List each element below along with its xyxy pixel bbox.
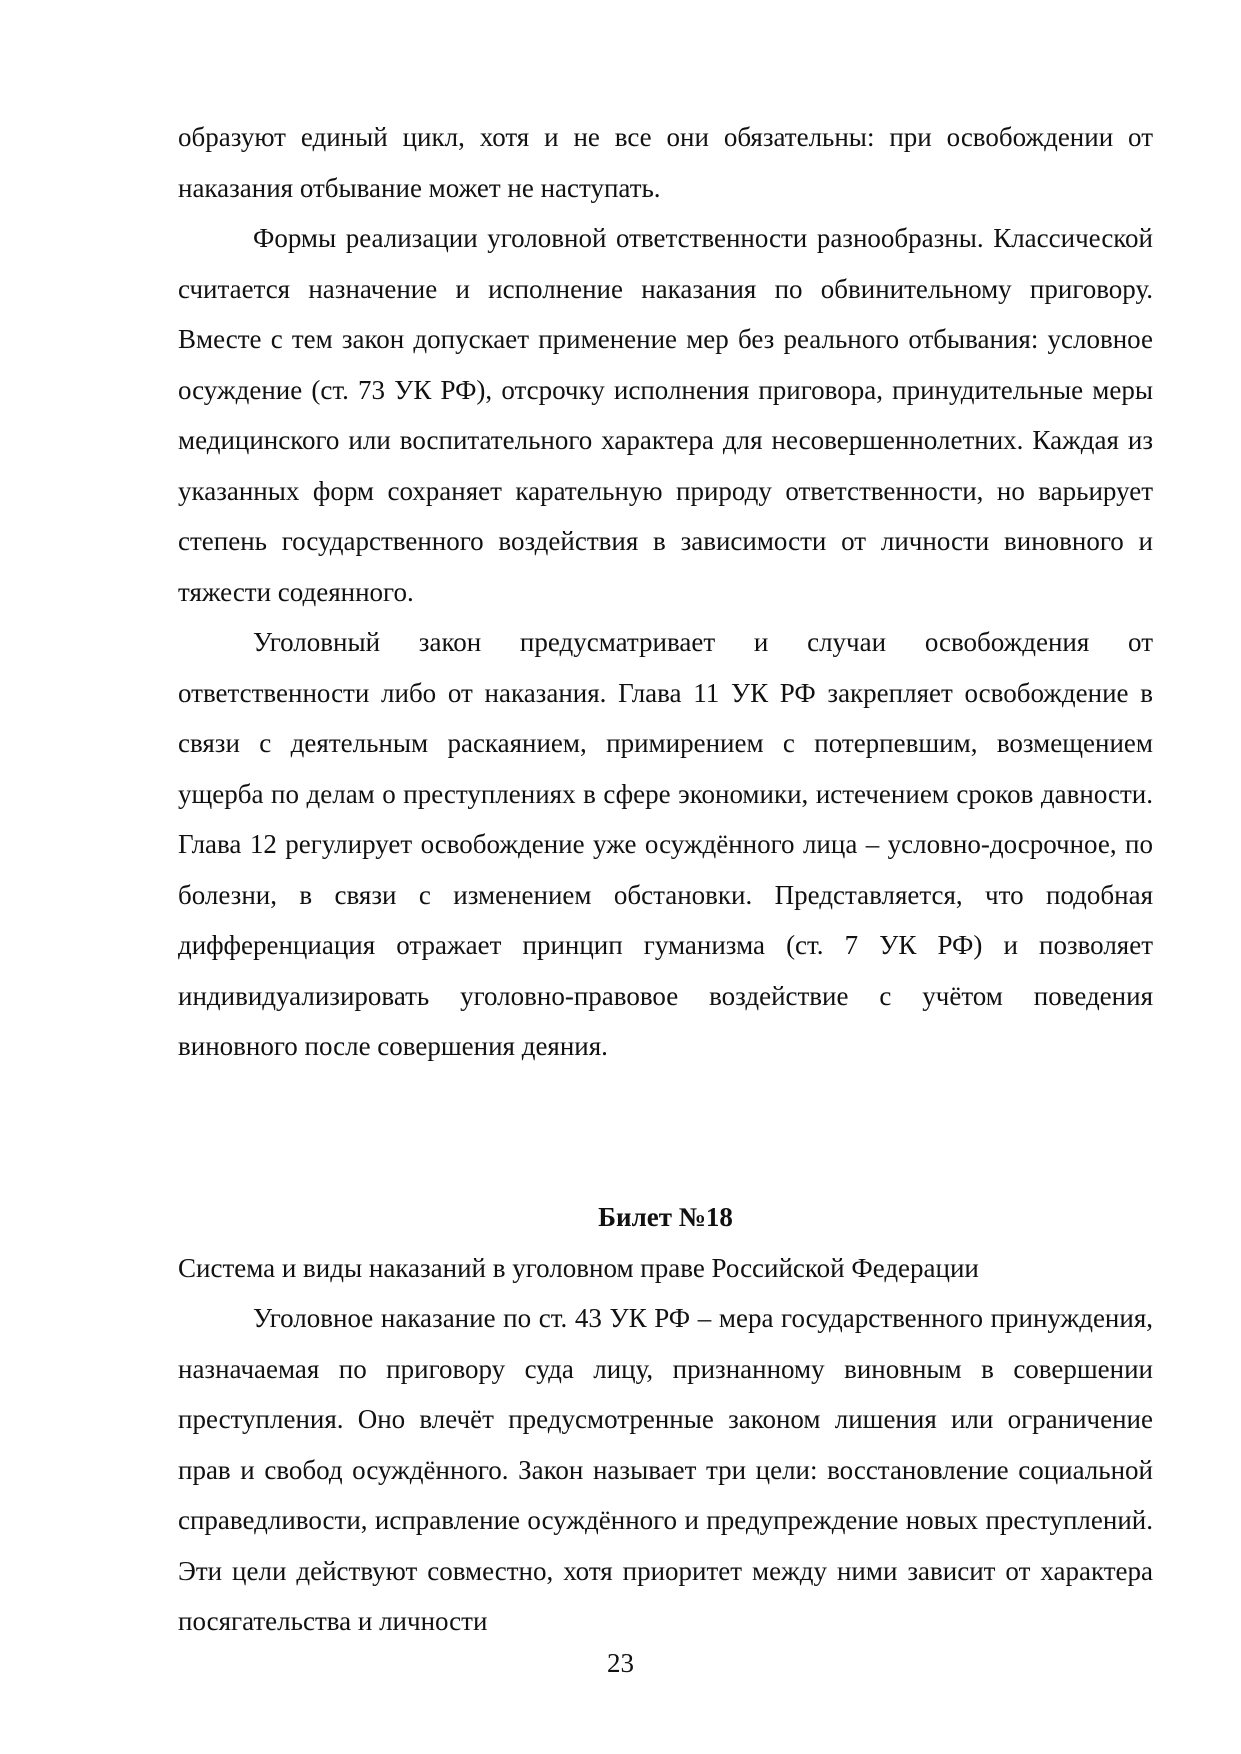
- ticket-heading: Билет №18: [598, 1202, 733, 1232]
- paragraph-release-from-liability: Уголовный закон предусматривает и случаи освобождения от ответственности либо от наказания. Глава 11 УК РФ закрепляет освобождение в связи с деятельным раскаянием, примирением с потерпевшим, возмещением ущерба по делам о преступлениях в сфере экономики, истечением сроков давности. Глава 12 регулирует освобождение уже осуждённого лица – условно-досрочное, по болезни, в связи с изменением обстановки. Представляется, что подобная дифференциация отражает принцип гуманизма (ст. 7 УК РФ) и позволяет индивидуализировать уголовно-правовое воздействие с учётом поведения виновного после совершения деяния.: [178, 627, 1153, 1061]
- ticket-section: [178, 1192, 1153, 1647]
- page-number: 23: [607, 1648, 634, 1678]
- paragraph-forms-of-liability: Формы реализации уголовной ответственности разнообразны. Классической считается назначение и исполнение наказания по обвинительному приговору. Вместе с тем закон допускает применение мер без реального отбывания: условное осуждение (ст. 73 УК РФ), отсрочку исполнения приговора, принудительные меры медицинского или воспитательного характера для несовершеннолетних. Каждая из указанных форм сохраняет карательную природу ответственности, но варьирует степень государственного воздействия в зависимости от личности виновного и тяжести содеянного.: [178, 223, 1153, 607]
- ticket-subtitle: Система и виды наказаний в уголовном праве Российской Федерации: [178, 1252, 979, 1283]
- body-text-upper: [178, 112, 1153, 1072]
- continuation-paragraph: образуют единый цикл, хотя и не все они обязательны: при освобождении от наказания отбывание может не наступать.: [178, 122, 1153, 203]
- paragraph-punishment-definition: Уголовное наказание по ст. 43 УК РФ – мера государственного принуждения, назначаемая по приговору суда лицу, признанному виновным в совершении преступления. Оно влечёт предусмотренные законом лишения или ограничение прав и свобод осуждённого. Закон называет три цели: восстановление социальной справедливости, исправление осуждённого и предупреждение новых преступлений. Эти цели действуют совместно, хотя приоритет между ними зависит от характера посягательства и личности: [178, 1303, 1153, 1636]
